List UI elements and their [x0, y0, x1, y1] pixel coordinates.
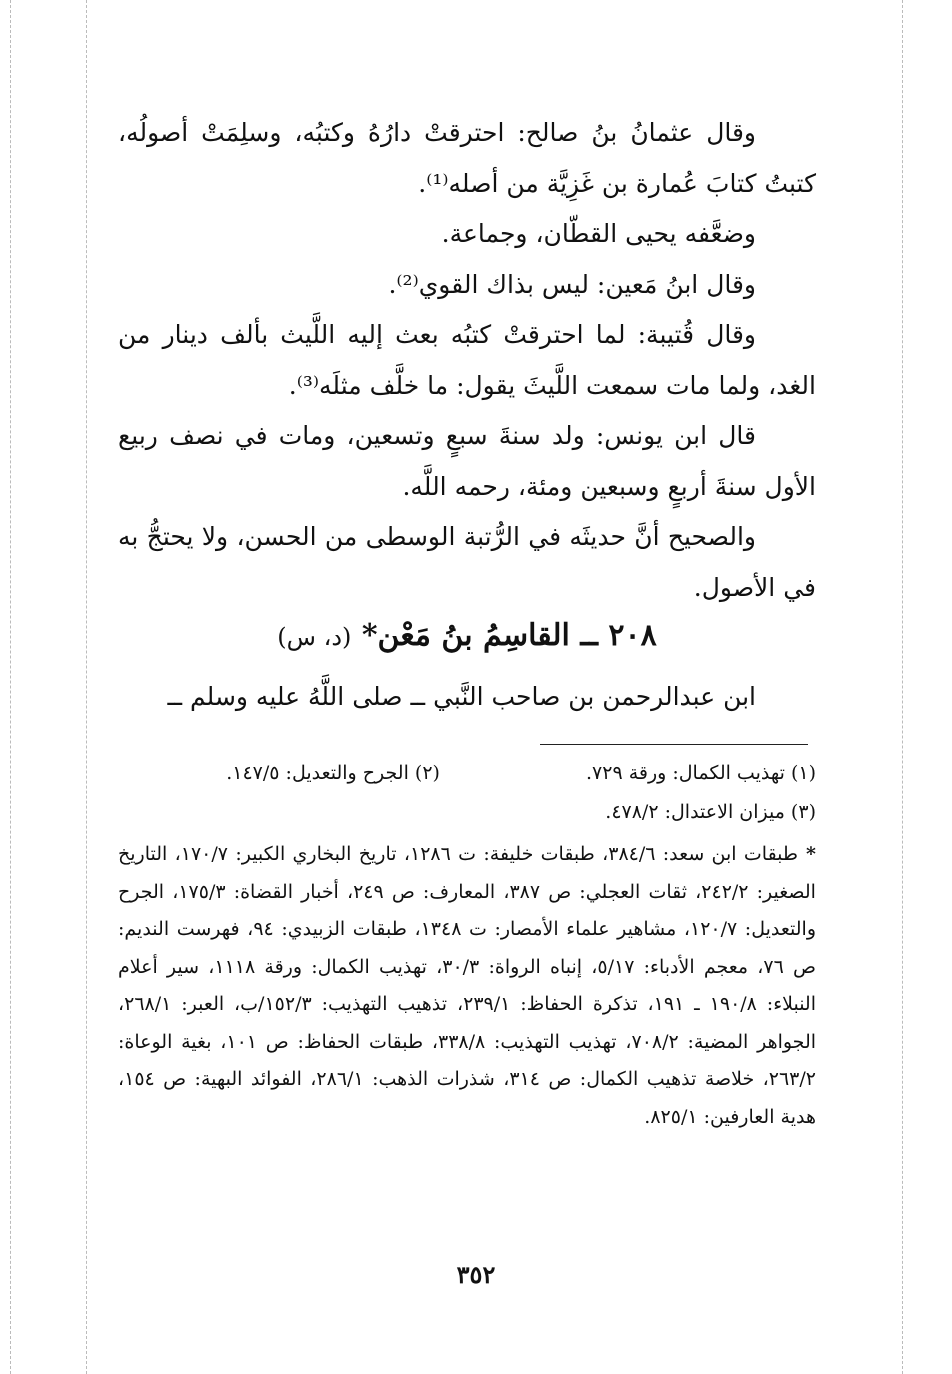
page-edge-left-inner [86, 0, 87, 1374]
paragraph: وقال ابنُ مَعين: ليس بذاك القوي⁽²⁾. [388, 269, 756, 299]
page-edge-right [902, 0, 903, 1374]
page-number: ٣٥٢ [456, 1260, 496, 1289]
footnote-2: (٢) الجرح والتعديل: ١٤٧/٥. [226, 762, 440, 784]
asterisk-marker: * [806, 843, 816, 865]
entry-first-line: ابن عبدالرحمن بن صاحب النَّبي ــ صلى اللَّهُ عليه وسلم ــ [167, 682, 756, 711]
entry-heading [118, 612, 816, 661]
paragraph: وضعَّفه يحيى القطّان، وجماعة. [441, 219, 756, 248]
footnote-separator [540, 744, 808, 745]
footnote-row-1 [118, 758, 816, 788]
entry-codes: (د، س) [277, 623, 352, 651]
footnote-3: (٣) ميزان الاعتدال: ٤٧٨/٢. [605, 801, 816, 823]
page-edge-left [10, 0, 11, 1374]
footnote-1: (١) تهذيب الكمال: ورقة ٧٢٩. [585, 762, 816, 784]
paragraph: وقال قُتيبة: لما احترقتْ كتبُه بعث إليه اللَّيث بألف دينار من الغد، ولما مات سمعت اللَّيثَ يقول: ما خلَّف مثلَه⁽³⁾. [118, 320, 816, 400]
paragraph: والصحيح أنَّ حديثَه في الرُّتبة الوسطى من الحسن، ولا يحتجُّ به في الأصول. [118, 522, 816, 602]
entry-title: ٢٠٨ ــ القاسِمُ بنُ مَعْن* [361, 618, 657, 653]
paragraph: قال ابن يونس: ولد سنةَ سبعٍ وتسعين، ومات في نصف ربيع الأول سنةَ أربعٍ وسبعين ومئة، رحمه اللَّه. [118, 421, 816, 501]
main-text [118, 108, 816, 613]
footnote-star [118, 836, 816, 1136]
paragraph: وقال عثمانُ بنُ صالح: احترقتْ دارُهُ وكتبُه، وسلِمَتْ أصولُه، كتبتُ كتابَ عُمارة بن غَزِيَّة من أصله⁽¹⁾. [118, 118, 816, 198]
footnote-star-text: طبقات ابن سعد: ٣٨٤/٦، طبقات خليفة: ت ١٢٨٦، تاريخ البخاري الكبير: ١٧٠/٧، التاريخ الصغير: ٢٤٢/٢، ثقات العجلي: ص ٣٨٧، المعارف: ص ٢٤٩، أخبار القضاة: ١٧٥/٣، الجرح والتعديل: ١٢٠/٧، مشاهير علماء الأمصار: ت ١٣٤٨، طبقات الزبيدي: ٩٤، فهرست النديم: ص ٧٦، معجم الأدباء: ٥/١٧، إنباه الرواة: ٣٠/٣، تهذيب الكمال: ورقة ١١١٨، سير أعلام النبلاء: ١٩٠/٨ ـ ١٩١، تذكرة الحفاظ: ٢٣٩/١، تذهيب التهذيب: ١٥٢/٣/ب، العبر: ٢٦٨/١، الجواهر المضية: ٧٠٨/٢، تهذيب التهذيب: ٣٣٨/٨، طبقات الحفاظ: ص ١٠١، بغية الوعاة: ٢٦٣/٢، خلاصة تذهيب الكمال: ص ٣١٤، شذرات الذهب: ٢٨٦/١، الفوائد البهية: ص ١٥٤، هدية العارفين: ٨٢٥/١. [118, 843, 817, 1128]
